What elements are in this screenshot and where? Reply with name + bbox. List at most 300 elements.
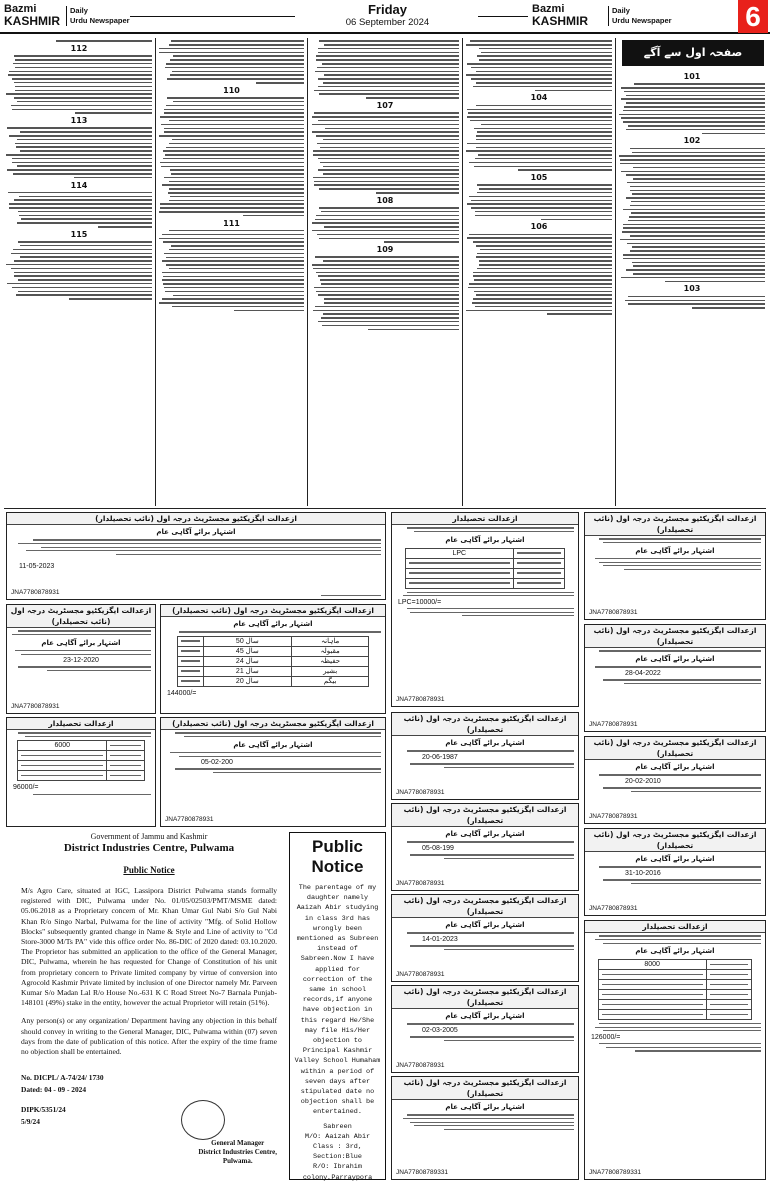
- text-line: [8, 74, 152, 76]
- text-line: [166, 63, 304, 65]
- text-line: [167, 97, 304, 99]
- court-ad: [391, 1076, 579, 1180]
- text-line: [535, 90, 612, 92]
- dic-government: Government of Jammu and Kashmir: [90, 832, 208, 841]
- table-cell: [177, 636, 203, 646]
- ad-subheading: اشتہار برائے آگاہی عام: [445, 739, 525, 747]
- story-number: 106: [530, 222, 548, 232]
- text-line: [323, 173, 459, 175]
- text-line: [159, 211, 304, 213]
- text-line: [321, 317, 459, 319]
- ad-subheading: اشتہار برائے آگاہی عام: [445, 830, 525, 838]
- text-line: [631, 201, 765, 203]
- text-line: [477, 268, 612, 270]
- masthead-brand-left: [4, 4, 60, 28]
- table-cell: [177, 666, 203, 676]
- text-line: [476, 245, 612, 247]
- text-line: [56, 40, 152, 42]
- text-line: [323, 260, 459, 262]
- story-number: 103: [683, 284, 701, 294]
- text-line: [318, 120, 459, 122]
- text-line: [168, 192, 304, 194]
- text-line: [163, 276, 304, 278]
- text-line: [620, 239, 765, 241]
- court-ad-wide: [6, 512, 386, 600]
- table-cell: 24 سال: [203, 656, 291, 666]
- story-number: 104: [530, 93, 548, 103]
- text-line: [165, 67, 304, 69]
- ad-heading: ازعدالت ایگزیکٹیو مجسٹریٹ درجہ اول (نائب تحصیلدار): [392, 1077, 578, 1100]
- text-line: [319, 188, 459, 190]
- text-line: [625, 300, 765, 302]
- signature-line: Class : 3rd,: [313, 1143, 362, 1152]
- text-line: [14, 199, 152, 201]
- text-line: [476, 147, 612, 149]
- text-line: [384, 241, 459, 243]
- text-line: [20, 245, 152, 247]
- public-notice-text: The parentage of my daughter namely Aaizah Abir studying in class 3rd has wrongly been mentioned as Subreen instead of Sabreen.Now I have applied for correction of the same in school records,if anyone have objection in this regard He/She may file His/Her objection to Principal Kashmir Valley School Humaham within a period of seven days after stipulated date no objection shall be entertained.: [294, 884, 381, 1117]
- ad-date: 11-05-2023: [19, 563, 55, 570]
- court-ad-tall: [391, 512, 579, 707]
- text-line: [317, 67, 460, 69]
- text-line: [628, 303, 765, 305]
- table-cell: ماہانہ: [292, 636, 369, 646]
- text-line: [469, 162, 612, 164]
- brand-line2: KASHMIR: [4, 14, 60, 28]
- text-line: [619, 155, 765, 157]
- column-rule: [615, 38, 616, 506]
- ad-amount-text: 96000/=: [13, 784, 39, 792]
- text-line: [623, 110, 765, 112]
- brand-line2-right: KASHMIR: [532, 14, 588, 28]
- section-rule: [4, 508, 766, 509]
- ad-heading: ازعدالت ایگزیکٹیو مجسٹریٹ درجہ اول (نائب تحصیلدار): [392, 804, 578, 827]
- text-line: [164, 128, 304, 130]
- text-line: [630, 235, 765, 237]
- text-line: [162, 298, 304, 300]
- text-line: [21, 218, 153, 220]
- text-line: [162, 184, 304, 186]
- text-line: [626, 174, 765, 176]
- court-ad: [391, 894, 579, 982]
- signature-line: R/O: Ibrahim: [313, 1163, 362, 1172]
- text-line: [7, 127, 152, 129]
- dic-dipk: DIPK/5351/24: [21, 1105, 66, 1115]
- news-column-2: [159, 38, 304, 506]
- text-line: [312, 131, 459, 133]
- table-row: [177, 666, 369, 676]
- text-line: [15, 143, 152, 145]
- column-rule: [155, 38, 156, 506]
- text-line: [626, 129, 765, 131]
- sub-line1-right: Daily: [612, 6, 630, 15]
- text-line: [476, 294, 612, 296]
- text-line: [473, 275, 612, 277]
- date-label: 06 September 2024: [345, 17, 430, 28]
- ad-date: 20-06-1987: [422, 753, 458, 761]
- text-line: [479, 59, 612, 61]
- text-line: [631, 212, 765, 214]
- day-label: Friday: [367, 2, 407, 17]
- text-line: [467, 63, 612, 65]
- table-row: [177, 646, 369, 656]
- masthead-rule-right: [478, 16, 528, 17]
- text-line: [626, 269, 765, 271]
- text-line: [314, 184, 459, 186]
- text-line: [19, 196, 152, 198]
- text-line: [173, 101, 304, 103]
- text-line: [169, 200, 304, 202]
- court-ad: [6, 604, 156, 714]
- text-line: [628, 125, 765, 127]
- text-line: [169, 143, 304, 145]
- court-ad: [584, 624, 766, 732]
- text-line: [160, 207, 304, 209]
- ad-subheading: اشتہار برائے آگاہی عام: [635, 763, 715, 771]
- table-row: [177, 656, 369, 666]
- text-line: [20, 256, 152, 258]
- text-line: [160, 203, 304, 205]
- dic-signatory-title: General Manager: [211, 1139, 265, 1147]
- public-notice-title-2: Notice: [311, 857, 364, 876]
- text-line: [620, 159, 765, 161]
- text-line: [165, 154, 304, 156]
- text-line: [474, 291, 612, 293]
- news-column-3: [311, 38, 459, 506]
- text-line: [632, 262, 765, 264]
- text-line: [475, 158, 612, 160]
- masthead-sub-right: [608, 6, 672, 26]
- ad-heading: ازعدالت ایگزیکٹیو مجسٹریٹ درجہ اول (نائب تحصیلدار): [7, 605, 155, 628]
- text-line: [319, 207, 459, 209]
- text-line: [318, 321, 459, 323]
- text-line: [318, 52, 459, 54]
- story-number: 109: [376, 245, 394, 255]
- text-line: [173, 55, 304, 57]
- text-line: [163, 283, 304, 285]
- text-line: [14, 272, 152, 274]
- text-line: [159, 52, 304, 54]
- dic-dated: Dated: 04 - 09 - 2024: [21, 1085, 87, 1095]
- ad-reference: JNA7780878931: [11, 703, 60, 710]
- ad-reference: JNA7780878931: [396, 696, 445, 703]
- text-line: [170, 74, 304, 76]
- text-line: [630, 148, 765, 150]
- text-line: [623, 224, 765, 226]
- court-ad-land-table: [160, 604, 386, 714]
- text-line: [466, 74, 612, 76]
- text-line: [632, 152, 765, 154]
- text-line: [318, 158, 459, 160]
- text-line: [324, 44, 459, 46]
- text-line: [323, 313, 459, 315]
- ad-subheading: اشتہار برائے آگاہی عام: [445, 1103, 525, 1111]
- text-line: [18, 241, 152, 243]
- court-ad-table: [6, 717, 156, 827]
- text-line: [481, 52, 613, 54]
- text-line: [169, 268, 304, 270]
- story-number: 108: [376, 195, 394, 205]
- text-line: [467, 116, 612, 118]
- dic-signatory-office: District Industries Centre,: [198, 1148, 277, 1156]
- text-line: [19, 215, 152, 217]
- sub-line2: Urdu Newspaper: [70, 16, 130, 25]
- ad-amount: LPC: [406, 548, 514, 558]
- ad-reference: JNA7780878931: [165, 816, 214, 823]
- text-line: [476, 256, 612, 258]
- ad-table: [598, 959, 753, 1020]
- text-line: [368, 329, 459, 331]
- table-cell: مقبولہ: [292, 646, 369, 656]
- text-line: [16, 294, 152, 296]
- text-line: [312, 116, 459, 118]
- text-line: [169, 44, 304, 46]
- text-line: [314, 181, 459, 183]
- ad-subheading: اشتہار برائے آگاہی عام: [445, 1012, 525, 1020]
- dic-paragraph-1: M/s Agro Care, situated at IGC, Lassipora District Pulwama stands formally registered with DIC, Pulwama under No. 01/05/02503/PMT/MSME dated: 05.06.2018 as a Proprietary concern of Mr. Khan Umar Gul Nabi S/o Gul Nabi Khan R/o Singo Narbal, Pulwama for the line of activity "Mfg. of Solid Hollow Blocks" subsequently granted change in Name & Style and Line of activity to "Cd Store-3000 M/Ts PA" vide this office order No. 86-DIC of 2020 dated: 03.10.2020. The Proprietor has submitted an application to the office of the General Manager, DIC, Pulwama, wherein he has requested for Change of Constitution of his unit from proprietary concern to Private limited company by virtue of conversion into Agrocold Kashmir Private limited by inclusion of one Director namely Mr. Parveen Kumar S/o Madan Lal R/o House No.-631 K C Road Street No-7 Barnala Punjab-148101 (49%) stake in the entity, however the actual Proprietor will retain (51%).: [21, 886, 277, 1008]
- signature-line: Section:Blue: [313, 1153, 362, 1162]
- text-line: [466, 310, 612, 312]
- ad-heading: ازعدالت ایگزیکٹیو مجسٹریٹ درجہ اول (نائب تحصیلدار): [161, 605, 385, 617]
- table-cell: [177, 676, 203, 686]
- text-line: [469, 283, 612, 285]
- text-line: [312, 222, 459, 224]
- text-line: [318, 78, 459, 80]
- ad-reference: JNA7780878931: [589, 905, 638, 912]
- ad-reference: JNA7780878931: [396, 789, 445, 796]
- table-cell: بیگم: [292, 676, 369, 686]
- text-line: [312, 230, 459, 232]
- ad-subheading: اشتہار برائے آگاہی عام: [233, 740, 313, 749]
- ad-reference: JNA7780878931: [396, 1062, 445, 1069]
- court-ad: [160, 717, 386, 827]
- ad-reference: JNA77808789331: [396, 1169, 449, 1176]
- news-column-5: [619, 70, 765, 506]
- text-line: [6, 154, 152, 156]
- text-line: [475, 306, 612, 308]
- text-line: [14, 275, 152, 277]
- text-line: [628, 296, 765, 298]
- text-line: [633, 167, 765, 169]
- text-line: [366, 97, 459, 99]
- text-line: [471, 200, 612, 202]
- text-line: [164, 112, 304, 114]
- ad-reference: JNA7780878931: [396, 971, 445, 978]
- table-row: [177, 636, 369, 646]
- text-line: [474, 166, 612, 168]
- text-line: [8, 192, 152, 194]
- table-cell: [177, 646, 203, 656]
- text-line: [479, 264, 612, 266]
- text-line: [314, 90, 459, 92]
- ad-date: 20-02-2010: [625, 777, 661, 785]
- text-line: [6, 93, 152, 95]
- table-cell: [177, 656, 203, 666]
- text-line: [313, 154, 459, 156]
- text-line: [476, 71, 612, 73]
- text-line: [692, 307, 765, 309]
- text-line: [14, 55, 152, 57]
- text-line: [471, 207, 612, 209]
- text-line: [468, 112, 612, 114]
- text-line: [166, 105, 304, 107]
- text-line: [14, 97, 152, 99]
- ad-subheading: اشتہار برائے آگاہی عام: [156, 528, 236, 536]
- text-line: [627, 182, 765, 184]
- ad-heading: ازعدالت ایگزیکٹیو مجسٹریٹ درجہ اول (نائب تحصیلدار): [585, 829, 765, 852]
- text-line: [619, 114, 765, 116]
- text-line: [621, 277, 765, 279]
- text-line: [162, 279, 304, 281]
- text-line: [477, 131, 612, 133]
- text-line: [541, 219, 612, 221]
- text-line: [315, 219, 459, 221]
- text-line: [163, 150, 304, 152]
- text-line: [160, 162, 304, 164]
- text-line: [633, 265, 765, 267]
- text-line: [467, 203, 612, 205]
- text-line: [316, 55, 459, 57]
- text-line: [317, 234, 459, 236]
- text-line: [74, 177, 152, 179]
- text-line: [479, 188, 612, 190]
- text-line: [75, 112, 152, 114]
- ad-date: 05-08-199: [422, 844, 454, 852]
- dic-dipk-date: 5/9/24: [21, 1117, 40, 1127]
- text-line: [18, 291, 152, 293]
- text-line: [702, 133, 765, 135]
- text-line: [475, 215, 612, 217]
- text-line: [621, 87, 765, 89]
- sub-line1: Daily: [70, 6, 88, 15]
- text-line: [312, 264, 459, 266]
- text-line: [630, 205, 765, 207]
- text-line: [15, 59, 152, 61]
- text-line: [169, 249, 304, 251]
- text-line: [477, 192, 612, 194]
- text-line: [316, 215, 459, 217]
- brand-line1-right: Bazmi: [532, 3, 565, 15]
- court-ad: [584, 736, 766, 824]
- ad-amount-text: 126000/=: [591, 1033, 621, 1041]
- text-line: [9, 71, 152, 73]
- text-line: [324, 298, 459, 300]
- ad-table: [405, 548, 565, 589]
- text-line: [621, 98, 765, 100]
- text-line: [164, 177, 304, 179]
- signature-line: M/O: Aaizah Abir: [304, 1132, 371, 1141]
- text-line: [11, 268, 152, 270]
- front-page-heading: صفحہ اول سے آگے: [622, 40, 764, 66]
- ad-subheading: اشتہار برائے آگاہی عام: [445, 535, 525, 544]
- text-line: [159, 302, 304, 304]
- text-line: [315, 306, 459, 308]
- text-line: [476, 135, 612, 137]
- text-line: [318, 294, 459, 296]
- text-line: [17, 222, 152, 224]
- table-cell: 21 سال: [203, 666, 291, 676]
- page-number: 6: [738, 0, 768, 33]
- ad-reference: JNA7780878931: [589, 721, 638, 728]
- text-line: [476, 105, 612, 107]
- dic-paragraph-2: Any person(s) or any organization/ Department having any objection in this behalf should convey in writing to the General Manager, DIC, Pulwama within (07) seven days from the date of publication of this notice. After the expiry of the time frame no objection shall be entertained.: [21, 1016, 277, 1057]
- text-line: [313, 310, 459, 312]
- text-line: [13, 173, 152, 175]
- text-line: [626, 102, 765, 104]
- court-ad: [391, 712, 579, 800]
- text-line: [469, 196, 612, 198]
- ad-reference: JNA77808789331: [589, 1169, 642, 1176]
- column-rule: [307, 38, 308, 506]
- text-line: [477, 253, 612, 255]
- ad-reference: JNA7780878931: [396, 880, 445, 887]
- text-line: [479, 260, 612, 262]
- table-cell: 45 سال: [203, 646, 291, 656]
- text-line: [322, 63, 459, 65]
- text-line: [9, 207, 152, 209]
- table-cell: 20 سال: [203, 676, 291, 686]
- text-line: [166, 257, 304, 259]
- text-line: [628, 220, 765, 222]
- text-line: [313, 177, 459, 179]
- text-line: [319, 40, 459, 42]
- text-line: [20, 131, 152, 133]
- text-line: [480, 249, 612, 251]
- text-line: [317, 143, 459, 145]
- table-cell: 50 سال: [203, 636, 291, 646]
- text-line: [18, 279, 152, 281]
- text-line: [170, 59, 304, 61]
- text-line: [167, 78, 304, 80]
- story-number: 110: [223, 85, 240, 95]
- text-line: [316, 135, 459, 137]
- text-line: [172, 71, 304, 73]
- text-line: [320, 279, 459, 281]
- ad-amount-text: LPC=10000/=: [398, 598, 442, 606]
- text-line: [376, 192, 459, 194]
- text-line: [160, 116, 304, 118]
- text-line: [159, 48, 304, 50]
- text-line: [473, 86, 612, 88]
- text-line: [632, 246, 765, 248]
- ad-heading: ازعدالت تحصیلدار: [7, 718, 155, 730]
- ad-heading: ازعدالت ایگزیکٹیو مجسٹریٹ درجہ اول (نائب تحصیلدار): [585, 737, 765, 760]
- text-line: [468, 287, 612, 289]
- ad-heading: ازعدالت ایگزیکٹیو مجسٹریٹ درجہ اول (نائب تحصیلدار): [392, 986, 578, 1009]
- story-number: 112: [70, 44, 88, 54]
- text-line: [18, 211, 152, 213]
- text-line: [170, 196, 304, 198]
- text-line: [234, 310, 304, 312]
- text-line: [166, 147, 304, 149]
- text-line: [16, 146, 152, 148]
- text-line: [20, 150, 152, 152]
- text-line: [623, 227, 765, 229]
- story-number: 107: [376, 101, 394, 111]
- text-line: [473, 241, 612, 243]
- court-ad: [391, 985, 579, 1073]
- text-line: [321, 283, 459, 285]
- table-cell: حفیظہ: [292, 656, 369, 666]
- text-line: [15, 90, 152, 92]
- text-line: [324, 302, 459, 304]
- text-line: [320, 147, 459, 149]
- text-line: [325, 128, 459, 130]
- ad-reference: JNA7780878931: [589, 609, 638, 616]
- ad-heading: ازعدالت ایگزیکٹیو مجسٹریٹ درجہ اول (نائب تحصیلدار): [585, 625, 765, 648]
- ad-date: 05-02-200: [201, 759, 233, 767]
- text-line: [11, 105, 152, 107]
